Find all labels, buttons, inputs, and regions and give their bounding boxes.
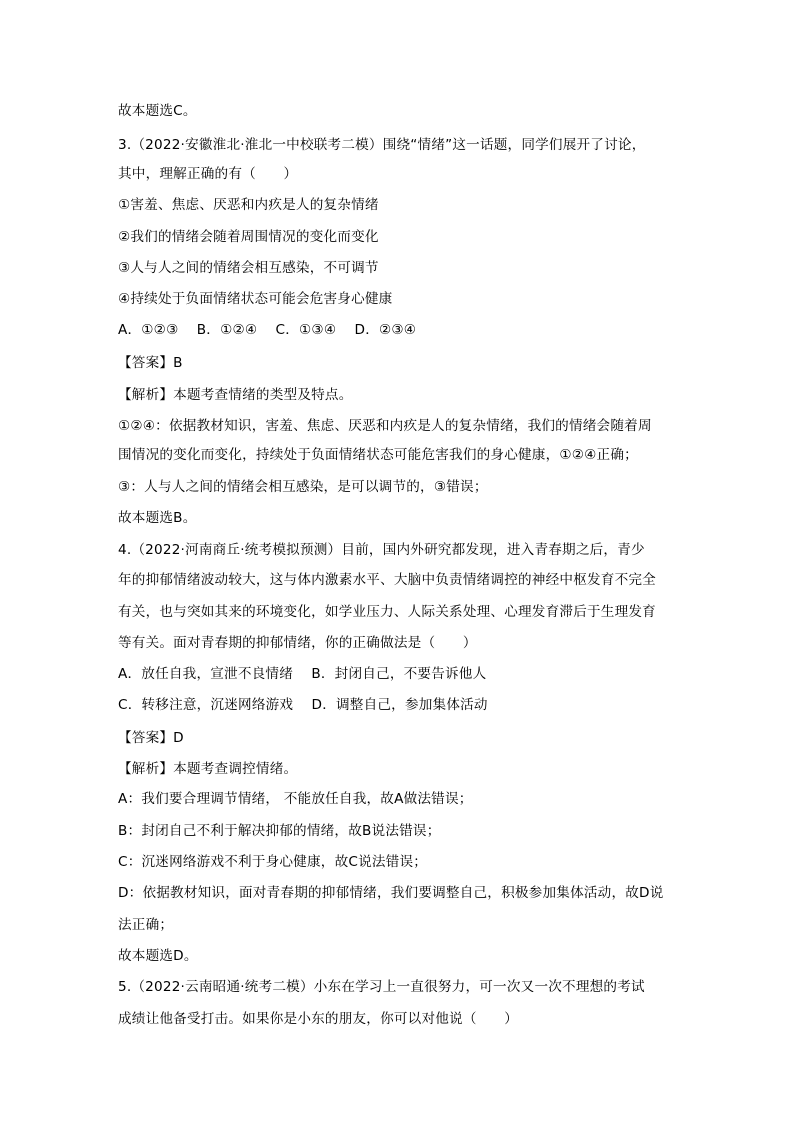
text-line: 【答案】B [118, 355, 183, 371]
text-line: 等有关。面对青春期的抑郁情绪，你的正确做法是（ ） [118, 635, 477, 651]
text-line: 成绩让他备受打击。如果你是小东的朋友，你可以对他说（ ） [118, 1011, 519, 1027]
text-line: ③：人与人之间的情绪会相互感染，是可以调节的，③错误； [118, 479, 488, 495]
text-line: ②我们的情绪会随着周围情况的变化而变化 [118, 229, 379, 245]
text-line: D：依据教材知识，面对青春期的抑郁情绪，我们要调整自己，积极参加集体活动，故D说 [118, 885, 664, 901]
text-line: 【答案】D [118, 730, 184, 746]
text-line: 年的抑郁情绪波动较大，这与体内激素水平、大脑中负责情绪调控的神经中枢发育不完全 [118, 572, 656, 588]
text-line: 其中，理解正确的有（ ） [118, 166, 298, 182]
text-line: A．①②③ B．①②④ C．①③④ D．②③④ [118, 322, 417, 338]
text-line: 故本题选C。 [118, 103, 197, 119]
text-line: A．放任自我，宣泄不良情绪 B．封闭自己，不要告诉他人 [118, 666, 487, 682]
text-line: 4.（2022·河南商丘·统考模拟预测）目前，国内外研究都发现，进入青春期之后，青少 [118, 542, 645, 558]
text-line: B：封闭自己不利于解决抑郁的情绪，故B说法错误； [118, 823, 441, 839]
text-line: 【解析】本题考查情绪的类型及特点。 [118, 387, 353, 403]
text-line: 法正确； [118, 917, 174, 933]
text-line: 【解析】本题考查调控情绪。 [118, 761, 298, 777]
text-line: C：沉迷网络游戏不利于身心健康，故C说法错误； [118, 854, 428, 870]
text-line: ①害羞、焦虑、厌恶和内疚是人的复杂情绪 [118, 197, 379, 213]
text-line: 3.（2022·安徽淮北·淮北一中校联考二模）围绕“情绪”这一话题，同学们展开了讨论， [118, 137, 646, 153]
text-line: A：我们要合理调节情绪， 不能放任自我，故A做法错误； [118, 791, 473, 807]
text-line: 5.（2022·云南昭通·统考二模）小东在学习上一直很努力，可一次又一次不理想的考试 [118, 979, 645, 995]
text-line: 故本题选D。 [118, 948, 198, 964]
text-line: C．转移注意，沉迷网络游戏 D．调整自己，参加集体活动 [118, 697, 488, 713]
text-line: 围情况的变化而变化，持续处于负面情绪状态可能危害我们的身心健康，①②④正确； [118, 447, 638, 463]
text-line: ①②④：依据教材知识，害羞、焦虑、厌恶和内疚是人的复杂情绪，我们的情绪会随着周 [118, 418, 652, 434]
text-line: ④持续处于负面情绪状态可能会危害身心健康 [118, 291, 393, 307]
text-line: ③人与人之间的情绪会相互感染，不可调节 [118, 260, 379, 276]
text-line: 有关，也与突如其来的环境变化，如学业压力、人际关系处理、心理发育滞后于生理发育 [118, 604, 656, 620]
text-line: 故本题选B。 [118, 510, 197, 526]
